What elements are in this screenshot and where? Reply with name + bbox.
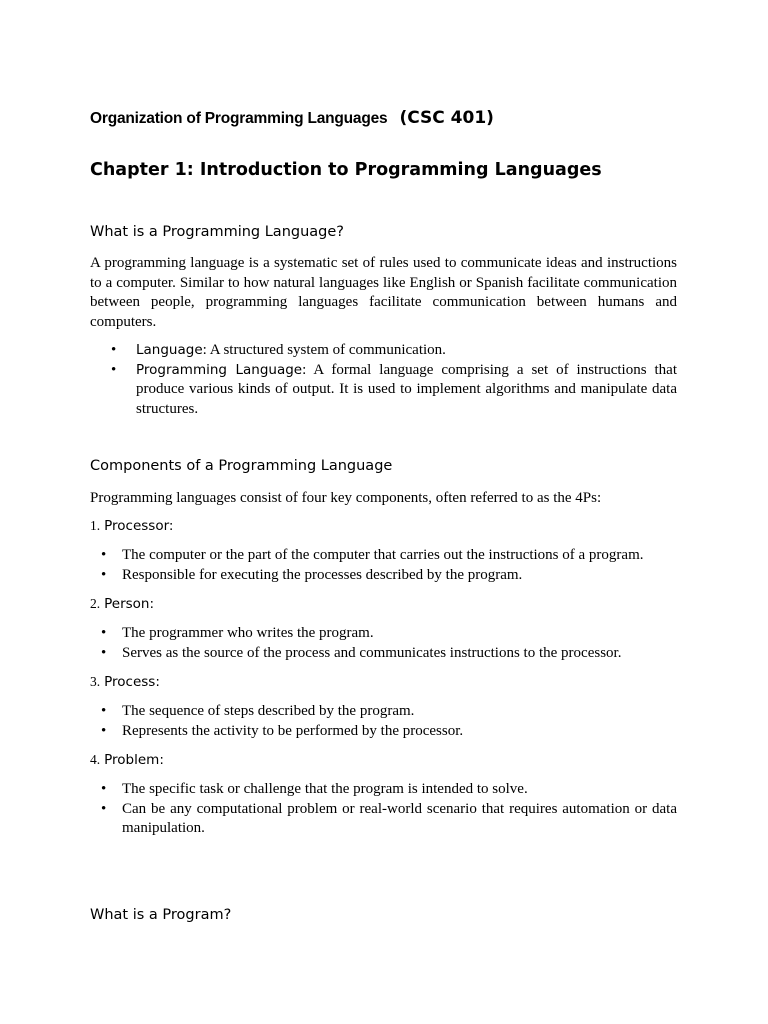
component-points [101,624,677,663]
list-item [101,566,677,586]
list-item-text: The computer or the part of the computer that carries out the instructions of a program. [122,547,644,563]
section-heading-components: Components of a Programming Language [90,458,393,474]
component-points [101,546,677,585]
definition-list [111,341,677,419]
component-label: Person: [104,596,155,612]
section-heading-program: What is a Program? [90,907,232,923]
list-item-text: The programmer who writes the program. [122,625,374,641]
component-number: 3. [90,674,101,689]
list-item-text: The specific task or challenge that the program is intended to solve. [122,781,528,797]
bullet-icon: • [101,547,107,563]
list-item [101,546,677,566]
component-heading [90,595,154,613]
component-number: 4. [90,752,101,767]
course-name: Organization of Programming Languages [90,110,388,127]
component-label: Problem: [104,752,164,768]
list-item-text: Represents the activity to be performed by the processor. [122,722,464,739]
bullet-icon: • [111,342,117,358]
list-item [101,624,677,644]
definition-term: Programming Language [136,361,303,378]
list-item [101,702,677,722]
component-points [101,702,677,741]
course-code: (CSC 401) [399,108,494,128]
component-number: 2. [90,596,101,611]
definition-item [111,341,677,361]
section-heading-programming-language: What is a Programming Language? [90,224,344,240]
definition-item [111,361,677,420]
bullet-icon: • [111,361,117,378]
component-number: 1. [90,518,101,533]
list-item-text: Serves as the source of the process and communicates instructions to the processor. [122,644,622,661]
list-item-text: Can be any computational problem or real-world scenario that requires automation or data manipulation. [122,800,677,837]
component-points [101,780,677,839]
section-intro: Programming languages consist of four key components, often referred to as the 4Ps: [90,490,602,506]
bullet-icon: • [101,625,107,641]
list-item [101,644,677,664]
bullet-icon: • [101,703,107,719]
definition-text: : A structured system of communication. [202,342,446,358]
list-item-text: Responsible for executing the processes described by the program. [122,566,523,583]
bullet-icon: • [101,722,107,739]
bullet-icon: • [101,644,107,661]
section-paragraph: A programming language is a systematic set of rules used to communicate ideas and instructions to a computer. Similar to how natural languages like English or Spanish facilitate communication between people, programming languages facilitate communication between humans and computers. [90,255,677,330]
list-item [101,800,677,839]
component-heading [90,517,173,535]
course-title [90,94,494,131]
component-heading [90,751,164,769]
list-item [101,722,677,742]
component-label: Processor: [104,518,174,534]
definition-text: : A formal language comprising a set of instructions that produce various kinds of output. It is used to implement algorithms and manipulate data structures. [136,361,677,417]
list-item [101,780,677,800]
chapter-title: Chapter 1: Introduction to Programming Languages [90,160,602,180]
component-heading [90,673,160,691]
component-label: Process: [104,674,160,690]
list-item-text: The sequence of steps described by the program. [122,703,415,719]
bullet-icon: • [101,566,107,583]
definition-term: Language [136,342,203,358]
bullet-icon: • [101,781,107,797]
bullet-icon: • [101,800,107,817]
